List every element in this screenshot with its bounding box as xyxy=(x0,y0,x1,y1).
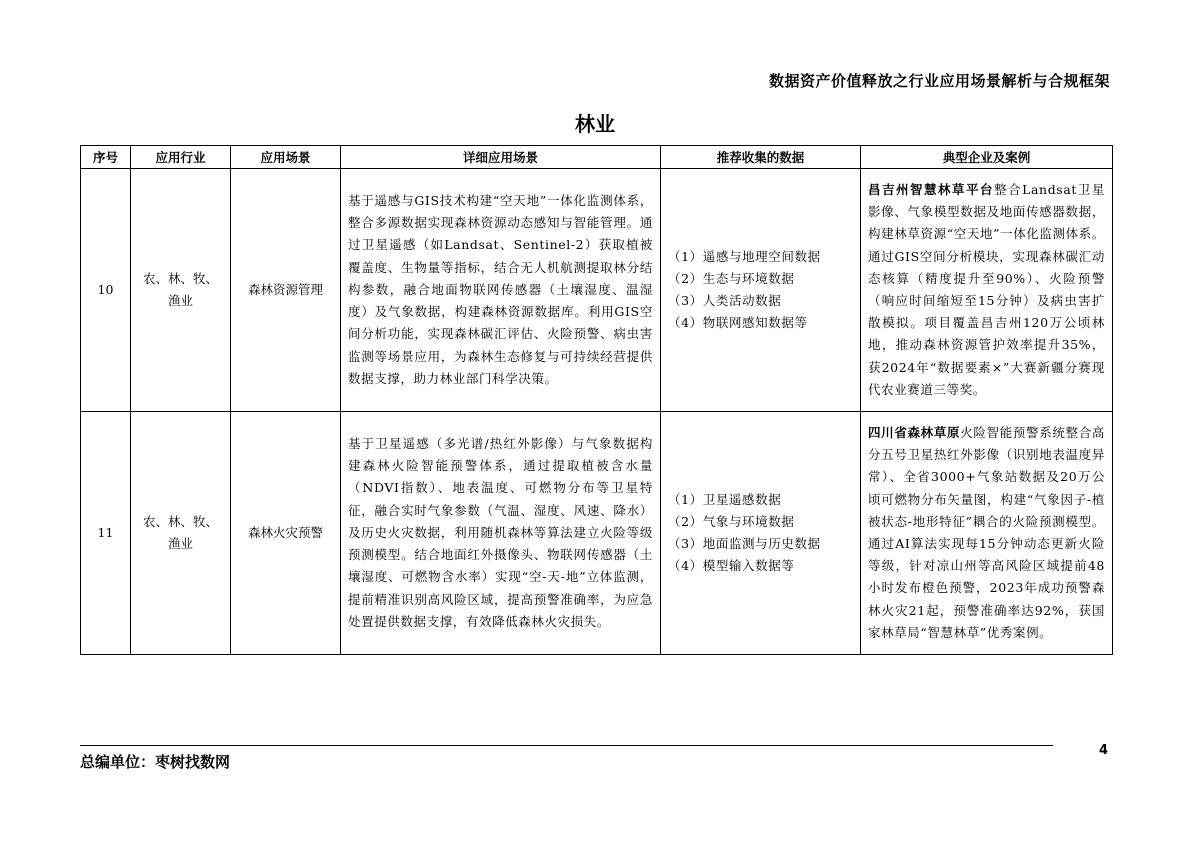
column-header-detail: 详细应用场景 xyxy=(341,146,661,169)
scenario-cell: 森林资源管理 xyxy=(231,169,341,412)
row-number-cell: 10 xyxy=(81,169,131,412)
column-header-number: 序号 xyxy=(81,146,131,169)
case-company-name: 昌吉州智慧林草平台 xyxy=(868,181,995,197)
case-cell xyxy=(861,412,1113,655)
detail-cell: 基于卫星遥感（多光谱/热红外影像）与气象数据构建森林火险智能预警体系，通过提取植被含水量（NDVI指数）、地表温度、可燃物分布等卫星特征，融合实时气象参数（气温、湿度、风速、降水）及历史火灾数据，利用随机森林等算法建立火险等级预测模型。结合地面红外摄像头、物联网传感器（土壤湿度、可燃物含水率）实现“空-天-地”立体监测，提前精准识别高风险区域，提高预警准确率，为应急处置提供数据支撑，有效降低森林火灾损失。 xyxy=(341,412,661,655)
document-header-title: 数据资产价值释放之行业应用场景解析与合规框架 xyxy=(768,72,1110,90)
table-header-row xyxy=(81,146,1113,169)
footer-divider xyxy=(80,745,1053,746)
data-items-cell xyxy=(661,412,861,655)
case-description: 整合Landsat卫星影像、气象模型数据及地面传感器数据，构建林草资源“空天地”一体化监测体系。通过GIS空间分析模块，实现森林碳汇动态核算（精度提升至90%）、火险预警（响应时间缩短至15分钟）及病虫害扩散模拟。项目覆盖昌吉州120万公顷林地，推动森林资源管护效率提升35%，获2024年“数据要素×”大赛新疆分赛现代农业赛道三等奖。 xyxy=(868,181,1106,397)
data-item: （2）生态与环境数据 xyxy=(668,270,795,286)
table-row xyxy=(81,169,1113,412)
industry-cell: 农、林、牧、渔业 xyxy=(131,412,231,655)
scenario-cell: 森林火灾预警 xyxy=(231,412,341,655)
case-cell xyxy=(861,169,1113,412)
column-header-scenario: 应用场景 xyxy=(231,146,341,169)
data-items-cell xyxy=(661,169,861,412)
table-row xyxy=(81,412,1113,655)
column-header-data: 推荐收集的数据 xyxy=(661,146,861,169)
industry-cell: 农、林、牧、渔业 xyxy=(131,169,231,412)
column-header-industry: 应用行业 xyxy=(131,146,231,169)
page-number: 4 xyxy=(1099,743,1109,758)
case-description: 火险智能预警系统整合高分五号卫星热红外影像（识别地表温度异常）、全省3000+气象站数据及20万公顷可燃物分布矢量图，构建“气象因子-植被状态-地形特征”耦合的火险预测模型。通过AI算法实现每15分钟动态更新火险等级，针对凉山州等高风险区域提前48小时发布橙色预警，2023年成功预警森林火灾21起，预警准确率达92%，获国家林草局“智慧林草”优秀案例。 xyxy=(868,424,1106,640)
column-header-cases: 典型企业及案例 xyxy=(861,146,1113,169)
footer-editor-unit: 总编单位：枣树找数网 xyxy=(80,753,231,771)
data-item: （3）地面监测与历史数据 xyxy=(668,536,821,551)
data-item: （2）气象与环境数据 xyxy=(668,513,795,529)
detail-cell: 基于遥感与GIS技术构建“空天地”一体化监测体系，整合多源数据实现森林资源动态感知与智能管理。通过卫星遥感（如Landsat、Sentinel-2）获取植被覆盖度、生物量等指标，结合无人机航测提取林分结构参数，融合地面物联网传感器（土壤湿度、温湿度）及气象数据，构建森林资源数据库。利用GIS空间分析功能，实现森林碳汇评估、火险预警、病虫害监测等场景应用，为森林生态修复与可持续经营提供数据支撑，助力林业部门科学决策。 xyxy=(341,169,661,412)
data-item: （4）模型输入数据等 xyxy=(668,558,795,574)
case-company-name: 四川省森林草原 xyxy=(868,424,961,440)
data-item: （4）物联网感知数据等 xyxy=(668,315,808,331)
section-title: 林业 xyxy=(575,112,615,136)
data-item: （1）卫星遥感数据 xyxy=(668,491,782,507)
row-number-cell: 11 xyxy=(81,412,131,655)
data-item: （3）人类活动数据 xyxy=(668,293,782,308)
forestry-table xyxy=(80,145,1113,655)
data-item: （1）遥感与地理空间数据 xyxy=(668,248,821,264)
